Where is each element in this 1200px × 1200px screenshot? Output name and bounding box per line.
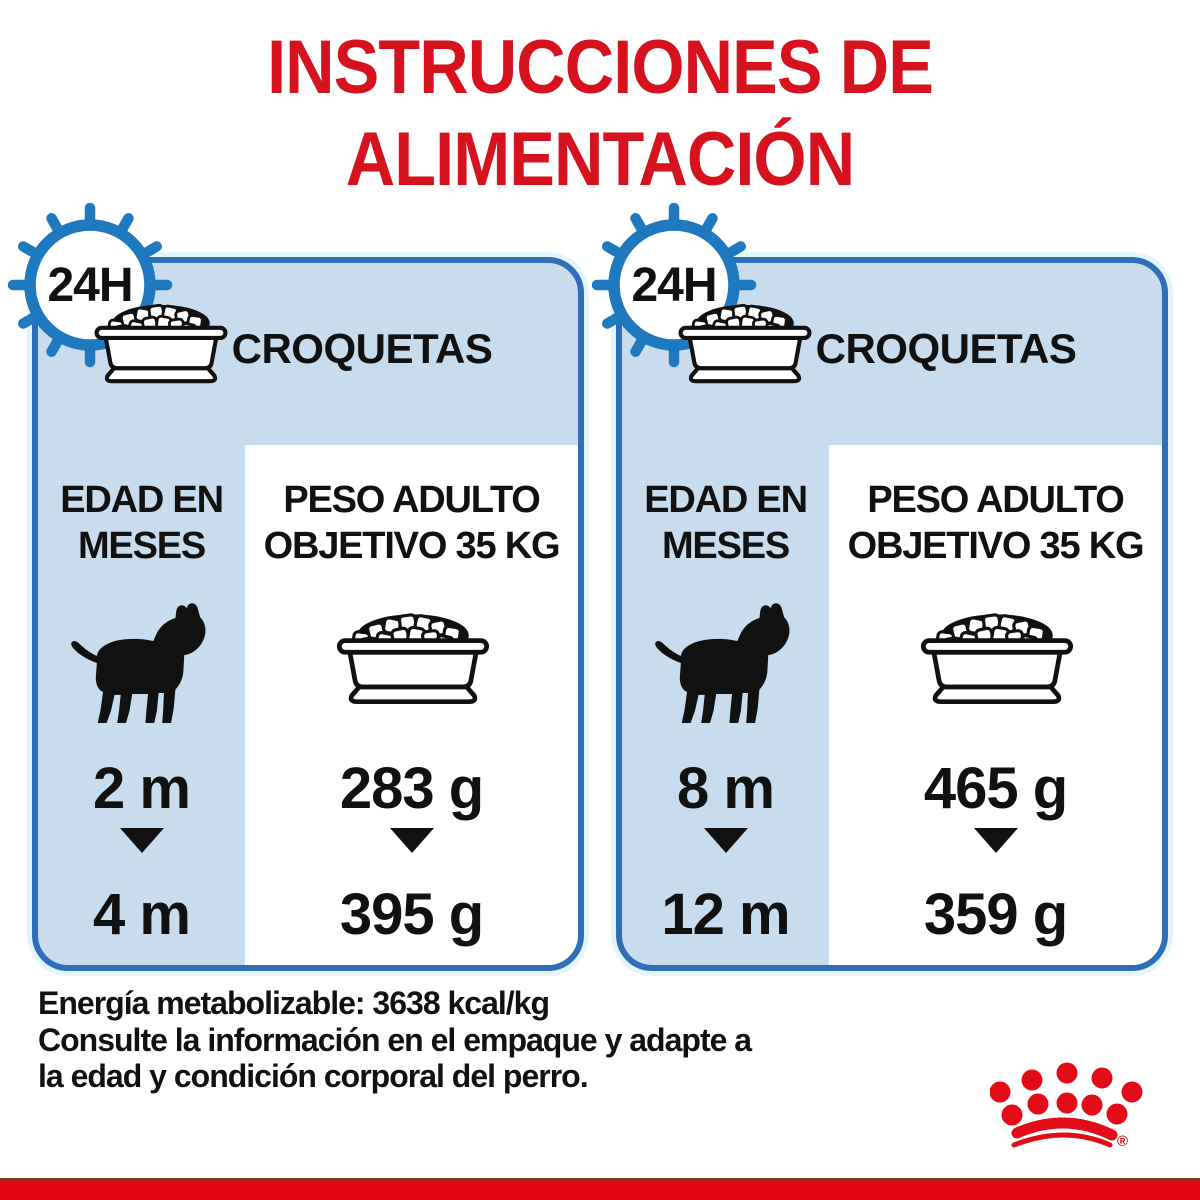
puppy-dog-icon	[66, 591, 216, 736]
amount-to-value: 395 g	[339, 882, 484, 947]
weight-header-line1: PESO ADULTO	[283, 479, 540, 521]
age-from-value: 8 m	[677, 756, 774, 821]
puppy-dog-icon	[650, 591, 800, 736]
amount-from-value: 465 g	[923, 756, 1068, 821]
weight-column-header	[245, 477, 578, 569]
kibble-type-label: CROQUETAS	[231, 325, 493, 372]
registered-trademark: ®	[1117, 1133, 1129, 1150]
weight-header-line2: OBJETIVO 35 KG	[263, 525, 560, 567]
footer-note	[38, 985, 751, 1095]
age-from-value: 2 m	[93, 756, 190, 821]
bottom-red-stripe	[0, 1178, 1200, 1200]
page-title-line2: ALIMENTACIÓN	[345, 117, 855, 202]
age-to-value: 4 m	[93, 882, 190, 947]
weight-header-line1: PESO ADULTO	[867, 479, 1124, 521]
arrow-down-icon	[245, 828, 578, 853]
age-header-line2: MESES	[661, 525, 790, 567]
arrow-down-icon	[622, 828, 829, 853]
footer-advice-line1: Consulte la información en el empaque y adapte a	[38, 1021, 752, 1058]
kibble-bowl-icon	[92, 299, 230, 387]
arrow-down-icon	[829, 828, 1162, 853]
clock-24h-label: 24H	[47, 258, 133, 312]
footer-energy-line: Energía metabolizable: 3638 kcal/kg	[38, 985, 550, 1021]
kibble-bowl-icon	[328, 608, 498, 708]
kibble-bowl-icon	[676, 299, 814, 387]
weight-header-line2: OBJETIVO 35 KG	[847, 525, 1144, 567]
age-column-header	[622, 477, 829, 569]
kibble-type-label: CROQUETAS	[815, 325, 1077, 372]
age-to-value: 12 m	[661, 882, 790, 947]
footer-advice-line2: la edad y condición corporal del perro.	[38, 1058, 588, 1094]
weight-column-header	[829, 477, 1162, 569]
age-header-line1: EDAD EN	[60, 479, 223, 521]
kibble-bowl-icon	[912, 608, 1082, 708]
clock-24h-label: 24H	[631, 258, 717, 312]
page-title-line1: INSTRUCCIONES DE	[267, 25, 933, 110]
page-title	[60, 22, 1140, 206]
age-header-line2: MESES	[77, 525, 206, 567]
amount-to-value: 359 g	[923, 882, 1068, 947]
amount-from-value: 283 g	[339, 756, 484, 821]
feeding-panel-1	[32, 257, 584, 971]
feeding-panel-2	[616, 257, 1168, 971]
arrow-down-icon	[38, 828, 245, 853]
age-column-header	[38, 477, 245, 569]
age-header-line1: EDAD EN	[644, 479, 807, 521]
